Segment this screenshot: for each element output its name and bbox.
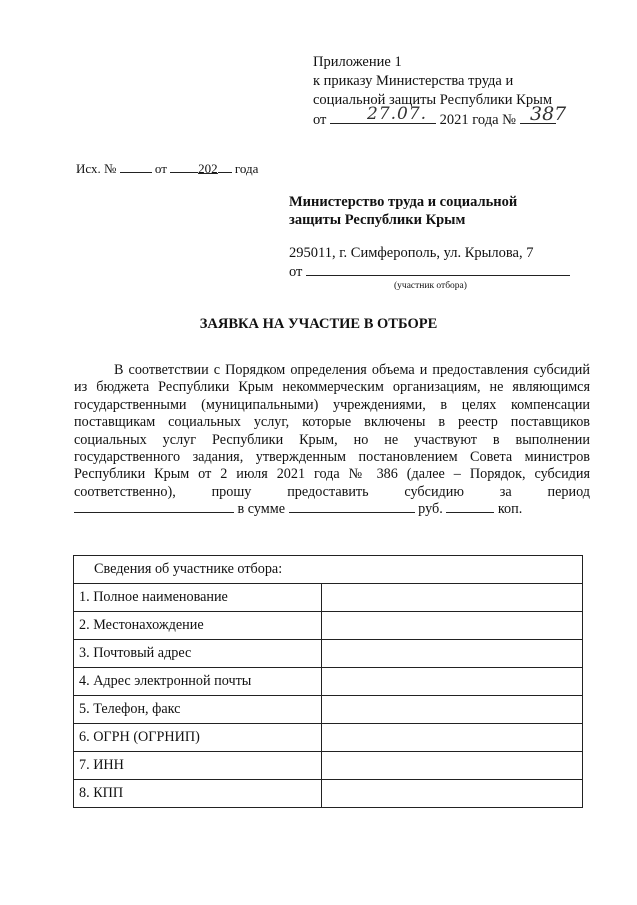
appendix-date-line	[313, 111, 556, 129]
row-value-inn[interactable]	[322, 752, 583, 780]
table-row	[74, 668, 583, 696]
appendix-from-label: от	[313, 112, 327, 128]
kop-label: коп.	[497, 501, 523, 518]
sum-blank[interactable]	[289, 501, 415, 513]
table-header: Сведения об участнике отбора:	[74, 556, 583, 584]
outgoing-year-suffix: года	[234, 161, 259, 176]
table-row	[74, 752, 583, 780]
row-label-email: 4. Адрес электронной почты	[74, 668, 322, 696]
period-blank[interactable]	[74, 501, 234, 513]
row-value-phone-fax[interactable]	[322, 696, 583, 724]
table-header-row	[74, 556, 583, 584]
outgoing-year-blank[interactable]	[218, 160, 232, 173]
row-value-location[interactable]	[322, 612, 583, 640]
row-label-kpp: 8. КПП	[74, 780, 322, 808]
participant-caption: (участник отбора)	[394, 281, 467, 291]
handwritten-number: 387	[530, 103, 567, 125]
kop-blank[interactable]	[446, 501, 494, 513]
outgoing-prefix: Исх. №	[76, 161, 117, 176]
recipient-from-label: от	[289, 264, 303, 280]
recipient-line-2: защиты Республики Крым	[289, 212, 466, 228]
row-value-full-name[interactable]	[322, 584, 583, 612]
table-row	[74, 584, 583, 612]
row-label-phone-fax: 5. Телефон, факс	[74, 696, 322, 724]
table-row	[74, 640, 583, 668]
table-row	[74, 612, 583, 640]
body-paragraph	[74, 362, 590, 519]
recipient-line-1: Министерство труда и социальной	[289, 194, 518, 210]
row-value-email[interactable]	[322, 668, 583, 696]
appendix-line-2: к приказу Министерства труда и	[313, 73, 514, 89]
table-row	[74, 696, 583, 724]
appendix-line-1: Приложение 1	[313, 54, 402, 70]
row-value-kpp[interactable]	[322, 780, 583, 808]
handwritten-date: 27.07.	[367, 104, 428, 124]
outgoing-from: от	[154, 161, 167, 176]
table-row	[74, 724, 583, 752]
row-label-postal-address: 3. Почтовый адрес	[74, 640, 322, 668]
row-value-ogrn[interactable]	[322, 724, 583, 752]
row-label-inn: 7. ИНН	[74, 752, 322, 780]
document-title: ЗАЯВКА НА УЧАСТИЕ В ОТБОРЕ	[199, 316, 438, 332]
table-row	[74, 780, 583, 808]
outgoing-date-blank[interactable]	[170, 160, 198, 173]
period-label: за период	[499, 483, 590, 500]
row-label-full-name: 1. Полное наименование	[74, 584, 322, 612]
participant-info-table	[73, 555, 583, 808]
recipient-address: 295011, г. Симферополь, ул. Крылова, 7	[289, 245, 534, 261]
row-label-location: 2. Местонахождение	[74, 612, 322, 640]
row-label-ogrn: 6. ОГРН (ОГРНИП)	[74, 724, 322, 752]
rub-label: руб.	[418, 501, 443, 518]
outgoing-number-blank[interactable]	[120, 160, 152, 173]
participant-blank[interactable]	[306, 263, 570, 276]
sum-label: в сумме	[237, 501, 286, 518]
row-value-postal-address[interactable]	[322, 640, 583, 668]
outgoing-line	[76, 160, 258, 177]
body-text: В соответствии с Порядком определения объема и предоставления субсидий из бюджета Республики Крым некоммерческим организациям, не являющимся государственными (муниципальными) учреждениями, в целях компенсации поставщикам социальных услуг, которые включены в реестр поставщиков социальных услуг Республики Крым, но не участвуют в выполнении государственного задания, утвержденным постановлением Совета министров Республики Крым от 2 июля 2021 года № 386 (далее – Порядок, субсидия соответственно), прошу предоставить субсидию	[74, 362, 590, 500]
recipient-from-line	[289, 263, 570, 281]
appendix-year-label: 2021 года №	[439, 112, 516, 128]
outgoing-year: 202	[198, 161, 218, 176]
appendix-line-3: социальной защиты Республики Крым	[313, 92, 553, 108]
